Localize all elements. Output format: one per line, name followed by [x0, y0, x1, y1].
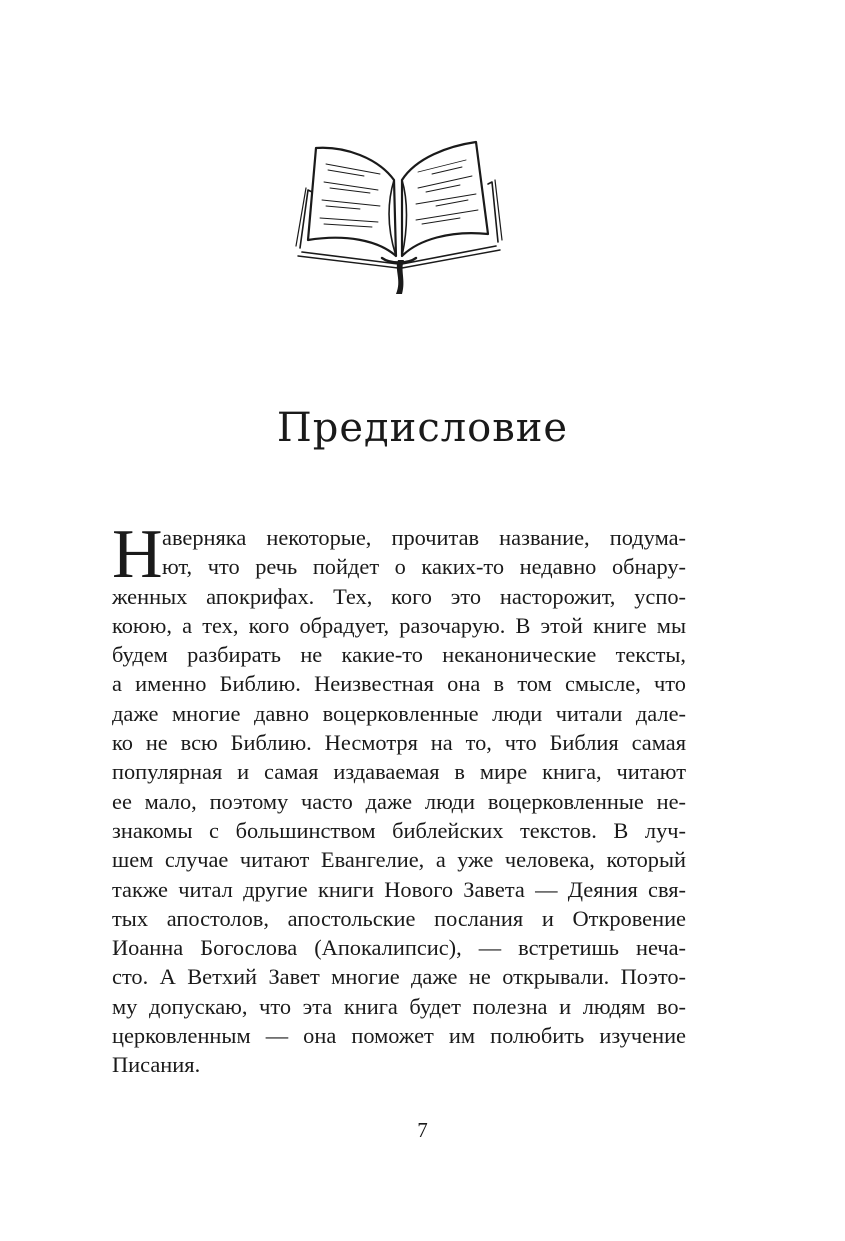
- text-line: коюю, а тех, кого обрадует, разочарую. В этой книге мы: [112, 612, 686, 638]
- page-number: 7: [417, 1118, 428, 1142]
- text-line: ют, что речь пойдет о каких-то недавно обнару-: [162, 554, 686, 580]
- text-line: Писания.: [112, 1052, 201, 1078]
- text-line: женных апокрифах. Тех, кого это насторожит, успо-: [112, 583, 686, 609]
- text-line: популярная и самая издаваемая в мире книга, читают: [112, 759, 686, 785]
- text-line: Иоанна Богослова (Апокалипсис), — встретишь неча-: [112, 935, 686, 961]
- text-line: шем случае читают Евангелие, а уже человека, который: [112, 847, 686, 873]
- text-line: а именно Библию. Неизвестная она в том смысле, что: [112, 671, 686, 697]
- drop-cap: Н: [112, 516, 163, 593]
- chapter-title: [0, 398, 845, 458]
- open-book-icon: [290, 130, 510, 300]
- text-line: сто. А Ветхий Завет многие даже не открывали. Поэто-: [112, 964, 686, 990]
- text-line: церковленным — она поможет им полюбить изучение: [112, 1023, 686, 1049]
- text-line: тых апостолов, апостольские послания и Откровение: [112, 905, 686, 931]
- text-line: знакомы с большинством библейских текстов. В луч-: [112, 817, 686, 843]
- chapter-title-text: Предисловие: [276, 405, 569, 451]
- text-line: аверняка некоторые, прочитав название, подума-: [162, 525, 686, 550]
- text-line: ее мало, поэтому часто даже люди воцерковленные не-: [112, 788, 686, 814]
- text-line: даже многие давно воцерковленные люди читали дале-: [112, 700, 686, 726]
- preface-paragraph: [112, 516, 686, 1080]
- text-line: ко не всю Библию. Несмотря на то, что Библия самая: [112, 730, 686, 756]
- text-line: будем разбирать не какие-то неканонические тексты,: [112, 642, 686, 668]
- text-line: также читал другие книги Нового Завета — Деяния свя-: [112, 876, 686, 902]
- text-line: му допускаю, что эта книга будет полезна и людям во-: [112, 993, 686, 1019]
